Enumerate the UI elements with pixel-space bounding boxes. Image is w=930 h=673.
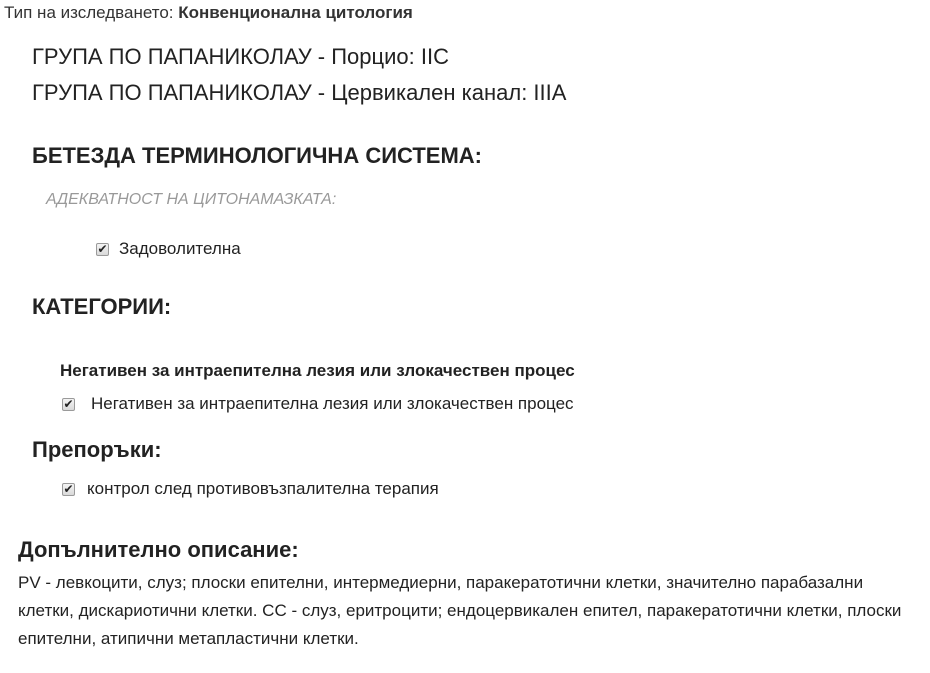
additional-description-text: PV - левкоцити, слуз; плоски епителни, интермедиерни, паракератотични клетки, значително парабазални клетки, дискариотични клетки. CC - слуз, еритроцити; ендоцервикален епител, паракератотични клетки, плоски епителни, атипични метапластични клетки. — [18, 573, 902, 648]
category-option-label: Негативен за интраепителна лезия или злокачествен процес — [91, 394, 574, 413]
bethesda-heading: БЕТЕЗДА ТЕРМИНОЛОГИЧНА СИСТЕМА: — [32, 143, 483, 168]
papanicolaou-cervical-canal: ГРУПА ПО ПАПАНИКОЛАУ - Цервикален канал: IIIA — [32, 80, 567, 105]
adequacy-label: АДЕКВАТНОСТ НА ЦИТОНАМАЗКАТА: — [46, 191, 337, 208]
exam-type-value: Конвенционална цитология — [178, 3, 413, 22]
recommendations-heading: Препоръки: — [32, 437, 162, 462]
adequacy-option-label: Задоволителна — [119, 239, 241, 258]
exam-type — [4, 3, 413, 23]
categories-heading: КАТЕГОРИИ: — [32, 294, 172, 319]
category-group-title: Негативен за интраепителна лезия или злокачествен процес — [60, 361, 575, 380]
recommendation-option-label: контрол след противовъзпалителна терапия — [87, 479, 439, 498]
checkmark-icon[interactable]: ✔ — [63, 396, 74, 411]
recommendation-option — [62, 479, 439, 499]
checkmark-icon[interactable]: ✔ — [63, 481, 74, 496]
checkmark-icon[interactable]: ✔ — [97, 241, 108, 256]
papanicolaou-portio: ГРУПА ПО ПАПАНИКОЛАУ - Порцио: IIC — [32, 44, 449, 69]
exam-type-label: Тип на изследването: — [4, 3, 174, 22]
adequacy-option — [96, 239, 241, 259]
category-option — [62, 394, 574, 414]
additional-description-heading: Допълнително описание: — [18, 537, 299, 562]
